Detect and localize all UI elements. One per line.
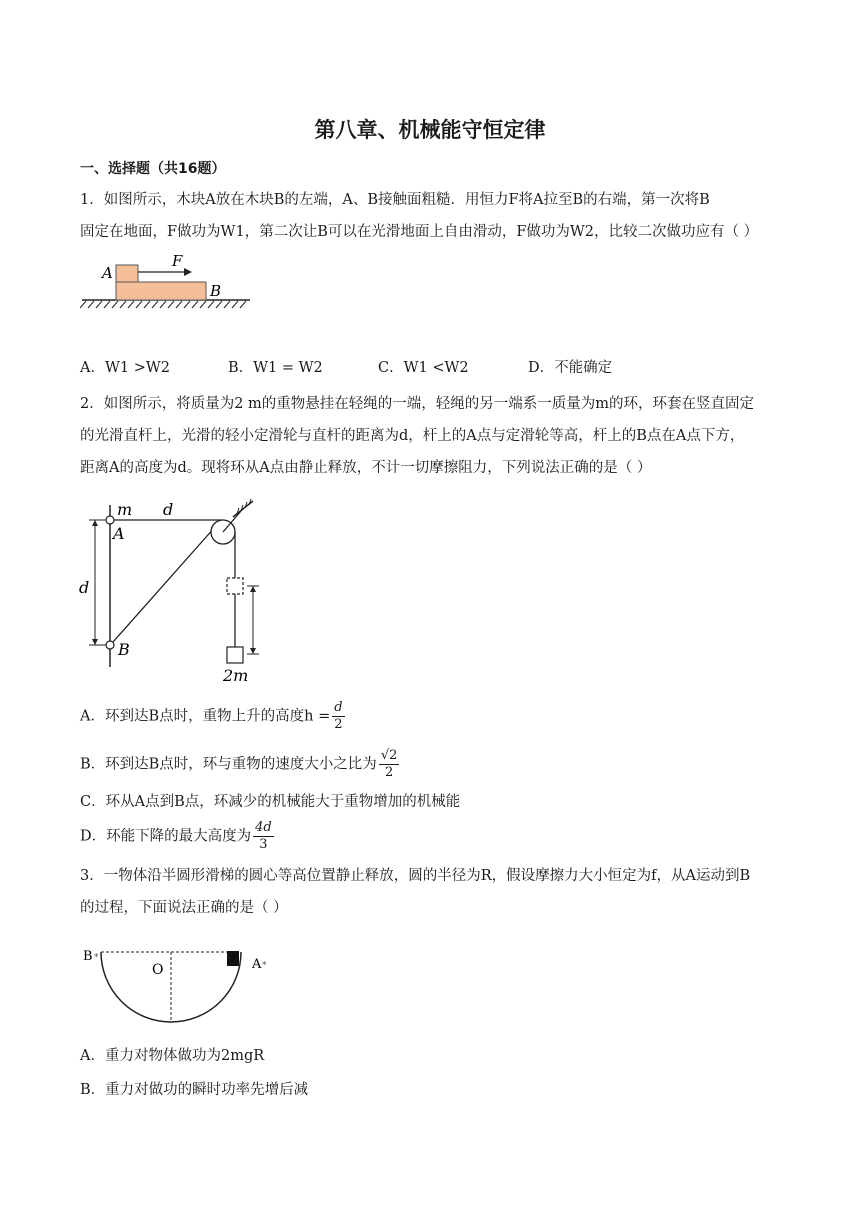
rope-diagonal xyxy=(113,527,215,642)
label-b: B xyxy=(83,949,93,964)
q2-option-d-fraction xyxy=(253,820,274,853)
label-m: m xyxy=(117,500,133,519)
q1-option-a: A．W1 >W2 xyxy=(80,360,170,376)
ring-b xyxy=(106,641,114,649)
q1-stem-line1: 1．如图所示，木块A放在木块B的左端，A、B接触面粗糙．用恒力F将A拉至B的右端，第一次将B xyxy=(80,192,710,208)
mass-initial-dashed xyxy=(227,578,243,594)
q2-option-b-fraction xyxy=(379,748,400,781)
q2-option-d xyxy=(80,820,274,853)
q2-option-b xyxy=(80,748,399,781)
mass-block xyxy=(227,647,243,663)
label-a: A xyxy=(252,957,262,972)
q1-stem-line2: 固定在地面，F做功为W1，第二次让B可以在光滑地面上自由滑动，F做功为W2，比较二次做功应有（ ） xyxy=(80,224,759,240)
q2-option-a-text: A．环到达B点时，重物上升的高度h = xyxy=(80,708,331,725)
label-d-left: d xyxy=(79,578,90,597)
section-heading: 一、选择题（共16题） xyxy=(80,161,226,177)
q2-figure-pulley xyxy=(75,495,275,690)
q3-stem-line1: 3．一物体沿半圆形滑梯的圆心等高位置静止释放，圆的半径为R，假设摩擦力大小恒定为f，从A运动到B xyxy=(80,868,751,884)
fraction-denominator: 3 xyxy=(259,837,268,852)
q1-option-c: C．W1 <W2 xyxy=(378,360,469,376)
q3-option-a: A．重力对物体做功为2mgR xyxy=(80,1048,265,1064)
label-f: F xyxy=(172,252,183,270)
q3-figure-semicircle xyxy=(80,940,280,1032)
svg-text:*: * xyxy=(262,961,267,971)
label-2m: 2m xyxy=(223,666,249,685)
q2-stem-line1: 2．如图所示，将质量为2 m的重物悬挂在轻绳的一端，轻绳的另一端系一质量为m的环，环套在竖直固定 xyxy=(80,396,755,412)
q1-option-b: B．W1 = W2 xyxy=(228,360,323,376)
fraction-numerator: d xyxy=(334,700,343,715)
fraction-denominator: 2 xyxy=(384,765,394,780)
q3-stem-line2: 的过程，下面说法正确的是（ ） xyxy=(80,900,288,916)
q2-stem-line3: 距离A的高度为d。现将环从A点由静止释放，不计一切摩擦阻力，下列说法正确的是（ ） xyxy=(80,460,652,476)
label-b: B xyxy=(118,640,130,659)
fraction-denominator: 2 xyxy=(334,717,343,732)
q1-option-d: D．不能确定 xyxy=(528,360,613,376)
label-d-top: d xyxy=(163,500,174,519)
fraction-numerator: √2 xyxy=(380,748,398,763)
q2-option-b-text: B．环到达B点时，环与重物的速度大小之比为 xyxy=(80,756,377,773)
q2-option-a-fraction xyxy=(332,700,344,733)
q2-option-c: C．环从A点到B点，环减少的机械能大于重物增加的机械能 xyxy=(80,794,461,810)
page-title: 第八章、机械能守恒定律 xyxy=(314,118,546,142)
sliding-block xyxy=(227,951,239,966)
force-arrowhead xyxy=(184,268,192,276)
label-o: O xyxy=(152,962,164,978)
q2-stem-line2: 的光滑直杆上，光滑的轻小定滑轮与直杆的距离为d，杆上的A点与定滑轮等高，杆上的B点在A点下方， xyxy=(80,428,745,444)
ring-a xyxy=(106,516,114,524)
label-a: A xyxy=(113,524,125,543)
q2-option-a xyxy=(80,700,345,733)
q1-figure-blocks xyxy=(80,250,260,320)
label-a: A xyxy=(102,264,113,282)
fraction-numerator: 4d xyxy=(255,820,272,835)
svg-text:*: * xyxy=(94,953,99,963)
label-b: B xyxy=(210,282,222,300)
q3-option-b: B．重力对做功的瞬时功率先增后减 xyxy=(80,1082,309,1098)
block-a xyxy=(116,265,138,282)
q2-option-d-text: D．环能下降的最大高度为 xyxy=(80,828,252,845)
block-b xyxy=(116,282,206,300)
ground-hatching xyxy=(80,301,246,308)
